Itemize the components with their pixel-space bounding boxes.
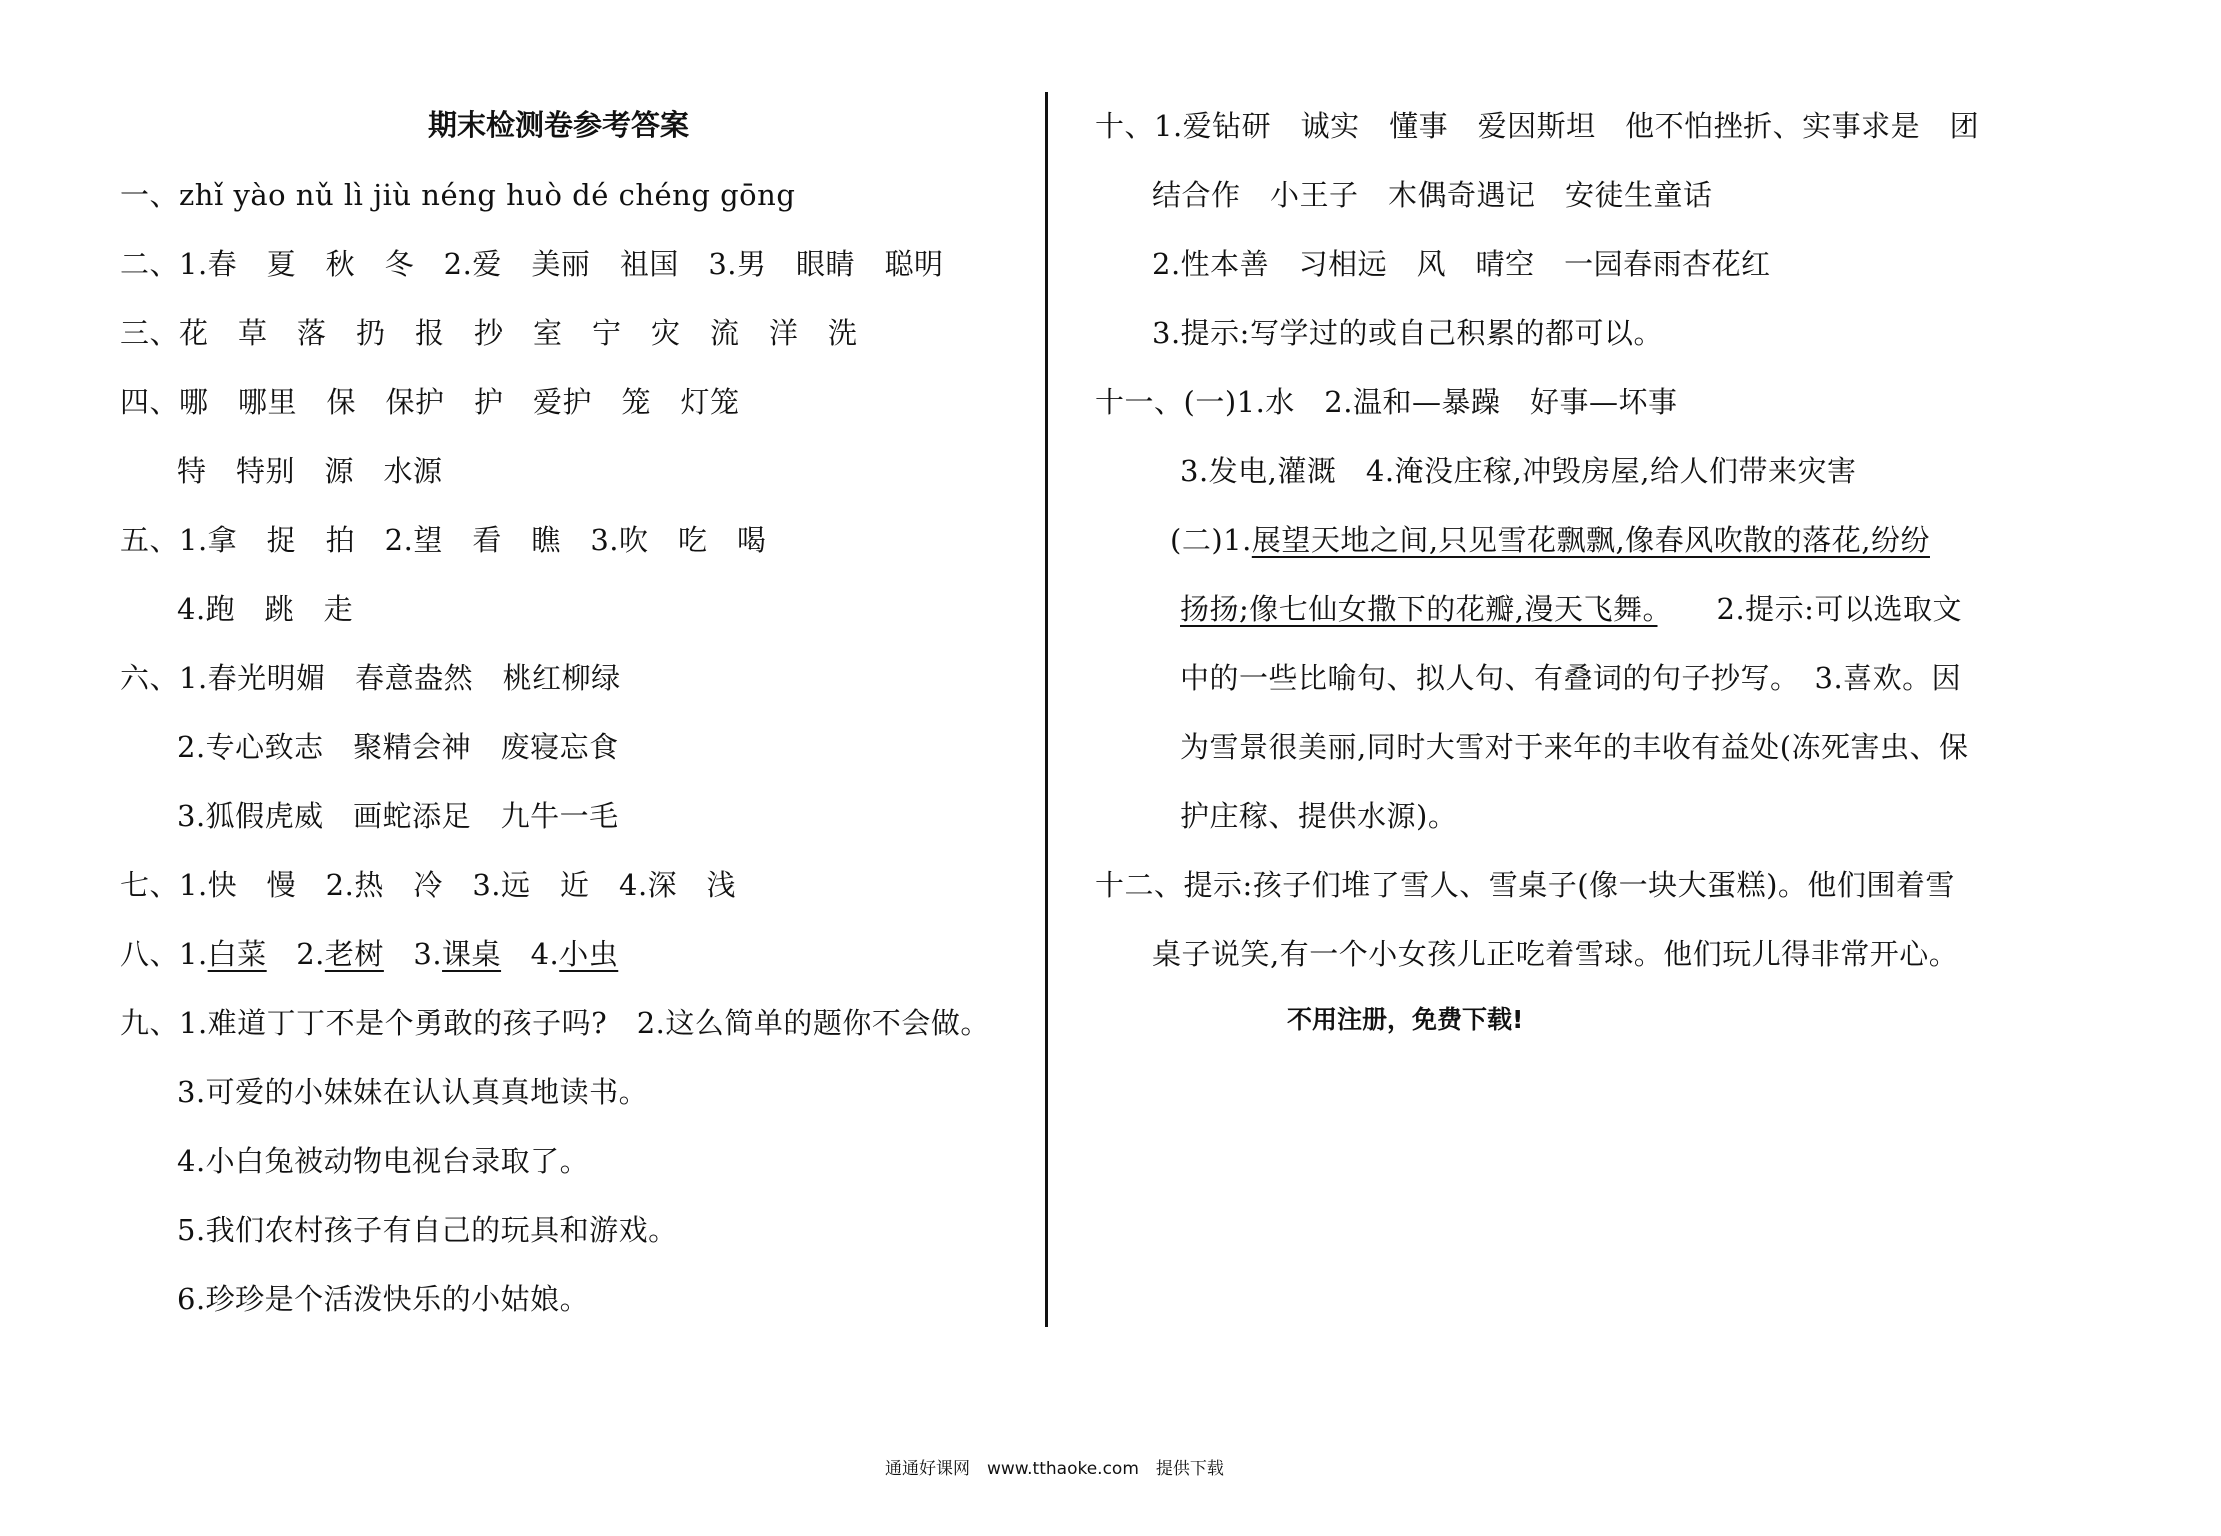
- answer-section-11-line-1: 十一、(一)1.水 2.温和—暴躁 好事—坏事: [1095, 385, 1678, 419]
- answer-section-10-line-3: 2.性本善 习相远 风 晴空 一园春雨杏花红: [1152, 247, 1771, 281]
- answer-section-12-line-1: 十二、提示:孩子们堆了雪人、雪桌子(像一块大蛋糕)。他们围着雪: [1095, 868, 1955, 902]
- answer-8-item-2: 老树: [324, 937, 384, 971]
- answer-11-underlined-2: 扬扬;像七仙女撒下的花瓣,漫天飞舞。: [1180, 592, 1658, 626]
- answer-8-num-2: 2.: [266, 937, 325, 971]
- answer-section-4-line-2: 特 特别 源 水源: [177, 454, 443, 488]
- answer-section-11-line-2: 3.发电,灌溉 4.淹没庄稼,冲毁房屋,给人们带来灾害: [1180, 454, 1857, 488]
- answer-8-item-1: 白菜: [207, 937, 267, 971]
- answer-section-11-line-4: [1180, 589, 1962, 629]
- answer-section-2: 二、1.春 夏 秋 冬 2.爱 美丽 祖国 3.男 眼睛 聪明: [120, 247, 944, 281]
- answer-section-11-line-6: 为雪景很美丽,同时大雪对于来年的丰收有益处(冻死害虫、保: [1180, 730, 1969, 764]
- answer-section-5-line-2: 4.跑 跳 走: [177, 592, 354, 626]
- answer-8-num-3: 3.: [383, 937, 443, 971]
- page-footer: 通通好课网 www.tthaoke.com 提供下载: [885, 1459, 1224, 1479]
- answer-section-5-line-1: 五、1.拿 捉 拍 2.望 看 瞧 3.吹 吃 喝: [120, 523, 767, 557]
- answer-section-11-line-5: 中的一些比喻句、拟人句、有叠词的句子抄写。 3.喜欢。因: [1180, 661, 1962, 695]
- answer-section-10-line-1: 十、1.爱钻研 诚实 懂事 爱因斯坦 他不怕挫折、实事求是 团: [1095, 109, 1980, 143]
- answer-section-9-line-4: 5.我们农村孩子有自己的玩具和游戏。: [177, 1213, 678, 1247]
- answer-8-item-3: 课桌: [442, 937, 502, 971]
- answer-section-10-line-2: 结合作 小王子 木偶奇遇记 安徒生童话: [1152, 178, 1713, 212]
- answer-11-part-2-prefix: (二)1.: [1170, 523, 1252, 557]
- answer-section-11-line-3: [1170, 520, 1930, 560]
- answer-section-9-line-3: 4.小白兔被动物电视台录取了。: [177, 1144, 590, 1178]
- answer-section-12-line-2: 桌子说笑,有一个小女孩儿正吃着雪球。他们玩儿得非常开心。: [1152, 937, 1959, 971]
- answer-8-prefix: 八、1.: [120, 937, 208, 971]
- answer-8-item-4: 小虫: [559, 937, 619, 971]
- answer-section-6-line-2: 2.专心致志 聚精会神 废寝忘食: [177, 730, 619, 764]
- answer-section-8: [120, 934, 618, 974]
- answer-11-hint: 2.提示:可以选取文: [1657, 592, 1962, 626]
- answer-section-6-line-1: 六、1.春光明媚 春意盎然 桃红柳绿: [120, 661, 621, 695]
- answer-section-1: 一、zhǐ yào nǔ lì jiù néng huò dé chéng gōng: [120, 178, 796, 212]
- answer-section-10-line-4: 3.提示:写学过的或自己积累的都可以。: [1152, 316, 1663, 350]
- answer-section-9-line-5: 6.珍珍是个活泼快乐的小姑娘。: [177, 1282, 590, 1316]
- page-title: 期末检测卷参考答案: [428, 108, 690, 142]
- answer-11-underlined-1: 展望天地之间,只见雪花飘飘,像春风吹散的落花,纷纷: [1251, 523, 1930, 557]
- download-promo: 不用注册，免费下载!: [1287, 1005, 1524, 1034]
- answer-section-4-line-1: 四、哪 哪里 保 保护 护 爱护 笼 灯笼: [120, 385, 740, 419]
- answer-section-9-line-2: 3.可爱的小妹妹在认认真真地读书。: [177, 1075, 649, 1109]
- answer-section-6-line-3: 3.狐假虎威 画蛇添足 九牛一毛: [177, 799, 619, 833]
- column-divider: [1045, 92, 1048, 1327]
- answer-section-7: 七、1.快 慢 2.热 冷 3.远 近 4.深 浅: [120, 868, 737, 902]
- answer-8-num-4: 4.: [501, 937, 560, 971]
- answer-section-9-line-1: 九、1.难道丁丁不是个勇敢的孩子吗? 2.这么简单的题你不会做。: [120, 1006, 990, 1040]
- answer-section-3: 三、花 草 落 扔 报 抄 室 宁 灾 流 洋 洗: [120, 316, 858, 350]
- answer-section-11-line-7: 护庄稼、提供水源)。: [1180, 799, 1458, 833]
